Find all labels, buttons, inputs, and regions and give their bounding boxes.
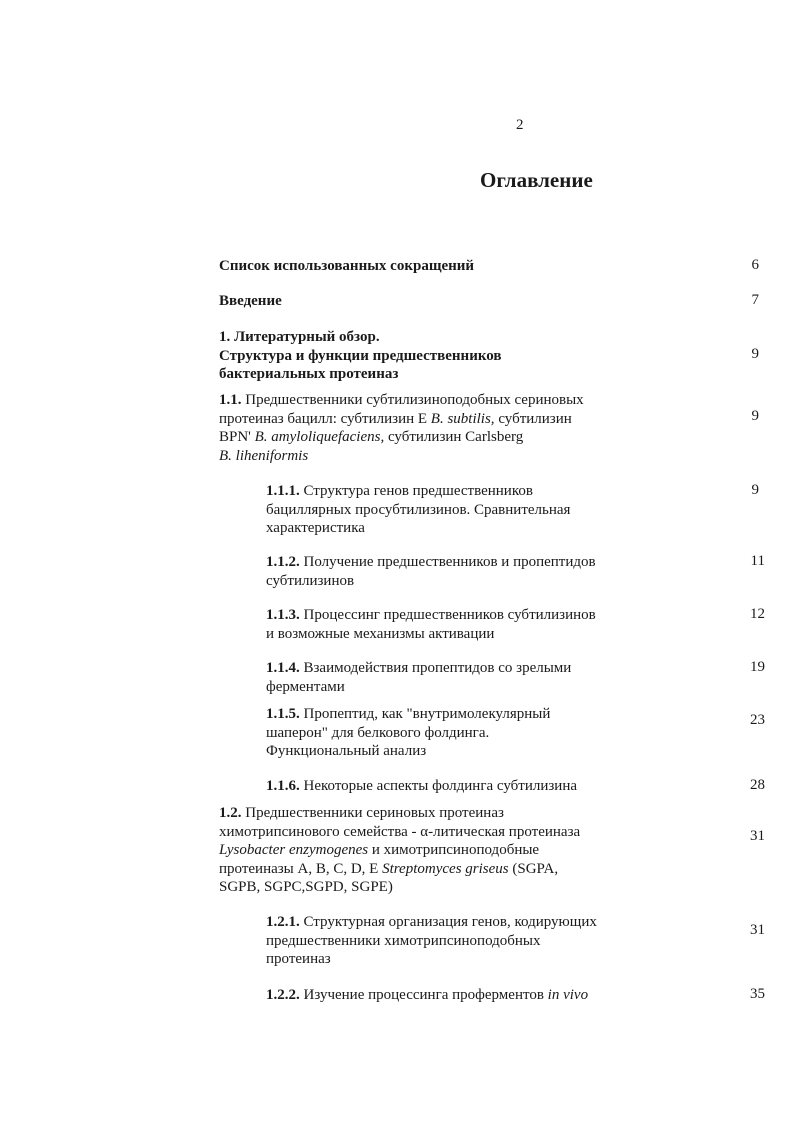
toc-entry-text: Процессинг предшественников субтилизинов (299, 607, 596, 623)
toc-entry (266, 482, 570, 538)
toc-entry-text: и химотрипсиноподобные (368, 842, 540, 858)
toc-entry-line (219, 447, 584, 466)
toc-page-number: 31 (750, 828, 765, 844)
toc-entry-text: BPN' (219, 429, 255, 445)
toc-page-number: 23 (750, 712, 765, 728)
toc-entry-text: химотрипсинового семейства - α-литическая протеиназа (219, 823, 581, 840)
toc-entry-text: Некоторые аспекты фолдинга субтилизина (299, 778, 578, 794)
toc-entry-text: Предшественники сериновых протеиназ (241, 805, 504, 821)
toc-entry-text: SGPB, SGPC,SGPD, SGPE) (219, 879, 393, 895)
toc-entry-text: B. subtilis, (430, 410, 495, 427)
toc-entry (266, 777, 577, 796)
toc-entry-text: Структура и функции предшественников (219, 347, 502, 364)
toc-entry-number: 1.2.2. (266, 987, 300, 1003)
toc-entry (219, 328, 502, 384)
toc-page-number: 7 (751, 292, 759, 308)
toc-entry-text: Получение предшественников и пропептидов (299, 554, 596, 570)
toc-entry-line (266, 913, 597, 932)
toc-entry (266, 553, 596, 590)
toc-entry-line (266, 986, 588, 1005)
toc-entry-text: Lysobacter enzymogenes (219, 842, 369, 858)
toc-entry-line (266, 553, 596, 572)
toc-entry-number: 1.1.1. (266, 483, 300, 499)
toc-page-number: 19 (750, 659, 765, 675)
toc-entry-number: 1.2.1. (266, 914, 300, 930)
toc-entry-text: Структура генов предшественников (299, 483, 533, 499)
toc-entry-text: 1. Литературный обзор. (219, 329, 380, 345)
toc-page-number: 31 (750, 922, 765, 938)
toc-page-number: 11 (750, 553, 765, 569)
toc-entry-number: 1.1.2. (266, 554, 300, 570)
toc-entry (266, 986, 588, 1005)
toc-entry (266, 705, 550, 761)
toc-entry-text: бациллярных просубтилизинов. Сравнительная (266, 501, 571, 518)
toc-entry-text: предшественники химотрипсиноподобных (266, 932, 541, 949)
toc-entry-number: 1.1.5. (266, 706, 300, 722)
toc-entry-line (219, 292, 282, 311)
toc-entry-line (219, 860, 580, 879)
toc-entry-text: субтилизин (494, 410, 572, 427)
toc-entry-line (219, 391, 584, 410)
toc-page-number: 28 (750, 777, 765, 793)
toc-entry-text: Взаимодействия пропептидов со зрелыми (299, 660, 572, 676)
toc-entry-line (219, 257, 474, 276)
page-title: Оглавление (480, 168, 593, 192)
toc-page-number: 12 (750, 606, 765, 622)
toc-entry-line (266, 501, 570, 520)
toc-entry-number: 1.1. (219, 392, 242, 408)
toc-entry-line (266, 606, 596, 625)
toc-entry-line (219, 428, 584, 447)
toc-entry-text: субтилизин Carlsberg (384, 429, 524, 445)
toc-entry-number: 1.1.3. (266, 607, 300, 623)
toc-entry-text: протеиназ бацилл: субтилизин Е (219, 410, 431, 427)
toc-entry-line (219, 365, 502, 384)
toc-entry-line (266, 932, 597, 951)
toc-entry-line (266, 572, 596, 591)
toc-entry-text: Предшественники субтилизиноподобных сериновых (241, 392, 584, 408)
toc-entry-text: Структурная организация генов, кодирующих (299, 914, 597, 930)
toc-entry-text: Изучение процессинга проферментов (299, 987, 548, 1003)
toc-entry-text: Список использованных сокращений (219, 258, 475, 274)
toc-entry (219, 391, 584, 465)
toc-entry-line (266, 705, 550, 724)
toc-entry (219, 292, 282, 311)
toc-entry-number: 1.1.6. (266, 778, 300, 794)
toc-entry-text: протеиназ (266, 951, 331, 967)
toc-entry (219, 804, 580, 897)
toc-entry-text: Streptomyces griseus (382, 860, 509, 877)
toc-entry-number: 1.2. (219, 805, 242, 821)
toc-entry-line (266, 678, 571, 697)
toc-entry (266, 659, 571, 696)
toc-entry (266, 606, 596, 643)
toc-entry-text: in vivo (547, 987, 589, 1003)
toc-entry-line (266, 724, 550, 743)
toc-entry-text: (SGPA, (508, 860, 559, 877)
toc-page-number: 9 (751, 346, 759, 362)
toc-entry-text: Пропептид, как "внутримолекулярный (299, 706, 551, 722)
toc-entry-text: характеристика (266, 520, 365, 536)
toc-entry-text: шаперон" для белкового фолдинга. (266, 724, 490, 741)
toc-entry-line (266, 777, 577, 796)
toc-entry-text: B. amyloliquefaciens, (254, 429, 385, 445)
toc-page-number: 9 (751, 482, 759, 498)
toc-entry-line (219, 823, 580, 842)
toc-page-number: 9 (751, 408, 759, 424)
toc-entry-text: бактериальных протеиназ (219, 366, 399, 382)
toc-entry-line (219, 328, 502, 347)
toc-entry-line (219, 878, 580, 897)
toc-entry-line (266, 659, 571, 678)
toc-entry-line (266, 482, 570, 501)
toc-entry-line (266, 519, 570, 538)
toc-entry-line (219, 347, 502, 366)
toc-page-number: 6 (751, 257, 759, 273)
toc-entry-text: B. liheniformis (219, 447, 309, 464)
toc-entry-text: Введение (219, 293, 282, 309)
toc-entry (219, 257, 474, 276)
toc-entry-text: и возможные механизмы активации (266, 625, 495, 642)
toc-entry-line (266, 625, 596, 644)
toc-page-number: 35 (750, 986, 765, 1002)
toc-entry-number: 1.1.4. (266, 660, 300, 676)
toc-entry-text: протеиназы A, B, C, D, E (219, 860, 383, 877)
toc-entry-text: ферментами (266, 678, 345, 695)
toc-entry-line (266, 742, 550, 761)
page-number: 2 (516, 117, 524, 133)
toc-entry-text: субтилизинов (266, 572, 355, 589)
toc-entry-line (219, 410, 584, 429)
toc-entry-line (219, 841, 580, 860)
toc-entry-line (219, 804, 580, 823)
toc-entry-text: Функциональный анализ (266, 743, 427, 759)
toc-entry (266, 913, 597, 969)
toc-entry-line (266, 950, 597, 969)
